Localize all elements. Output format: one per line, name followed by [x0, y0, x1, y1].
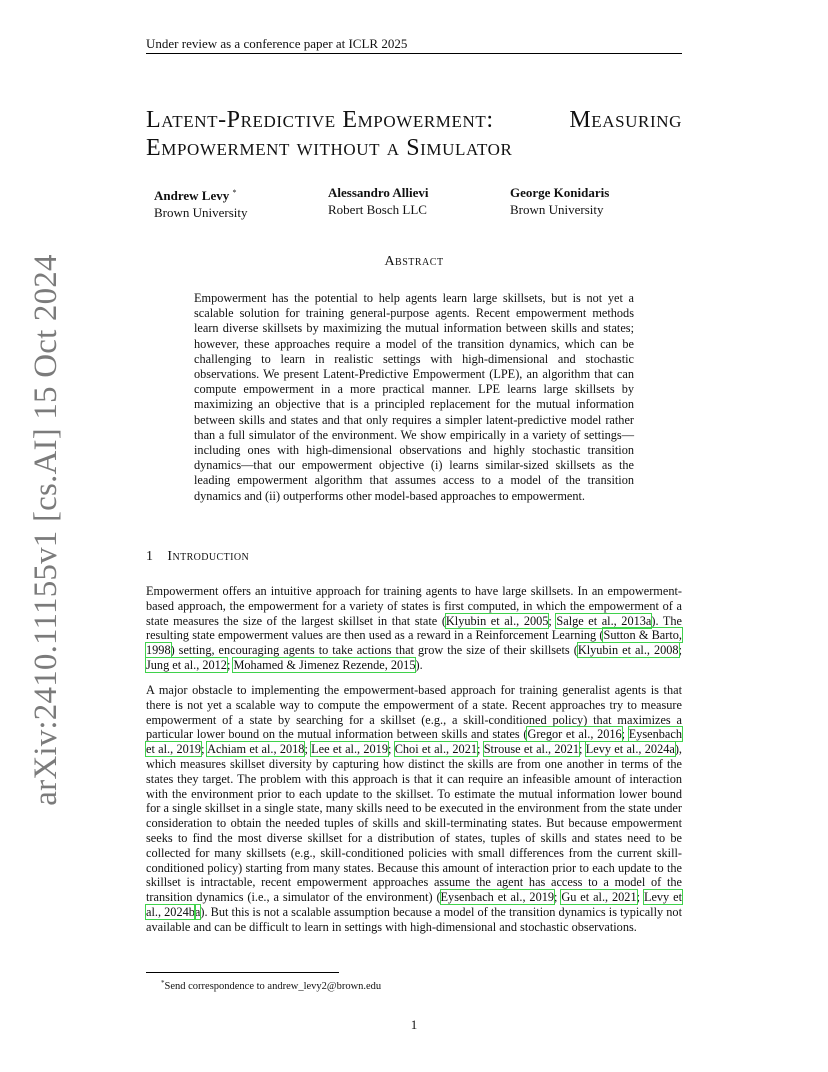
- header-rule: [146, 53, 682, 54]
- citation-link[interactable]: Choi et al., 2021: [394, 742, 477, 757]
- author-name: George Konidaris: [510, 185, 610, 200]
- citation-link[interactable]: Jung et al., 2012: [146, 657, 227, 672]
- paragraph-text: ;: [621, 727, 629, 742]
- citation-link[interactable]: Levy et al., 2024a: [585, 742, 675, 757]
- paragraph-text: ;: [678, 643, 682, 658]
- citation-link[interactable]: Strouse et al., 2021: [483, 742, 579, 757]
- title-line2: Empowerment without a Simulator: [146, 135, 513, 161]
- paragraph-text: ;: [579, 742, 586, 757]
- author-affiliation: Robert Bosch LLC: [328, 202, 427, 217]
- title-line1-right: Measuring: [569, 107, 682, 133]
- author-block: [510, 184, 609, 218]
- paragraph-text: ;: [548, 613, 557, 628]
- citation-link[interactable]: Levy et al., 2024b: [146, 890, 682, 919]
- section-heading: [146, 549, 249, 565]
- paragraph-text: ). But this is not a scalable assumption because a model of the transition dynamics is typically not available and can be difficult to learn in settings with high-dimensional and stochastic observations.: [146, 904, 682, 934]
- footnote-rule: [146, 972, 339, 973]
- abstract-heading: Abstract: [384, 254, 444, 269]
- footnote: [161, 977, 381, 993]
- citation-link[interactable]: Klyubin et al., 2005: [445, 613, 549, 628]
- paragraph-text: ;: [636, 890, 644, 905]
- citation-link[interactable]: a: [194, 904, 201, 919]
- page-number: 1: [410, 1017, 418, 1032]
- author-block: [328, 184, 429, 218]
- paragraph-text: ;: [226, 657, 234, 672]
- citation-link[interactable]: Gu et al., 2021: [561, 890, 637, 905]
- author-footnote-mark: *: [232, 188, 237, 197]
- paragraph-text: ;: [201, 742, 208, 757]
- paragraph-text: ;: [304, 742, 312, 757]
- paragraph-text: A major obstacle to implementing the empowerment-based approach for training generalist agents is that there is not yet a scalable way to compute the empowerment of a state. Recent approaches try to measure empowerment of a state by searching for a skillset (e.g., a skill-conditioned policy) that maximizes a particular lower bound on the mutual information between skills and states (: [146, 683, 682, 742]
- abstract-text: Empowerment has the potential to help agents learn large skillsets, but is not yet a scalable solution for training general-purpose agents. Recent empowerment methods learn diverse skillsets by maximizing the mutual information between skills and states; however, these approaches require a model of the transition dynamics, which can be challenging to learn in realistic settings with high-dimensional and stochastic observations. We present Latent-Predictive Empowerment (LPE), an algorithm that can compute empowerment in a more practical manner. LPE learns large skillsets by maximizing an objective that is a principled replacement for the mutual information between skills and states and that only requires a simpler latent-predictive model rather than a full simulator of the environment. We show empirically in a variety of settings— including ones with high-dimensional observations and highly stochastic transition dynamics—that our empowerment objective (i) learns similar-sized skillsets as the leading empowerment algorithm that assumes access to a model of the transition dynamics and (ii) outperforms other model-based approaches to empowerment.: [194, 291, 634, 503]
- intro-paragraph-1: [146, 584, 682, 673]
- author-affiliation: Brown University: [154, 205, 248, 220]
- running-header: Under review as a conference paper at ICLR 2025: [146, 36, 408, 51]
- paragraph-text: ) setting, encouraging agents to take actions that grow the size of their skillsets (: [170, 643, 578, 658]
- citation-link[interactable]: Salge et al., 2013a: [556, 613, 652, 628]
- author-block: [154, 184, 248, 221]
- citation-link[interactable]: Klyubin et al., 2008: [577, 643, 679, 658]
- footnote-text: Send correspondence to andrew_levy2@brown.edu: [164, 981, 382, 992]
- paragraph-text: ;: [554, 890, 562, 905]
- paragraph-text: ;: [387, 742, 395, 757]
- citation-link[interactable]: Mohamed & Jimenez Rezende, 2015: [233, 657, 416, 672]
- citation-link[interactable]: Lee et al., 2019: [311, 742, 388, 757]
- paragraph-text: ), which measures skillset diversity by capturing how distinct the skills are from one another in terms of the states they target. The problem with this approach is that it can require an infeasible amount of interaction with the environment prior to each update to the skillset. To estimate the mutual information lower bound for a single skillset in a single state, many skills need to be executed in the environment from the state under consideration to obtain the needed tuples of skills and skill-terminating states. But because empowerment seeks to find the most diverse skillset for a distribution of states, tuples of skills and states need to be collected for many skillsets (e.g., skill-conditioned policies with small differences from the current skill-conditioned policy) starting from many states. Because this amount of interaction prior to each update to the skillset is intractable, recent empowerment approaches assume the agent has access to a model of the transition dynamics (i.e., a simulator of the environment) (: [146, 742, 682, 905]
- paper-title: [146, 106, 686, 162]
- author-name: Alessandro Allievi: [328, 185, 429, 200]
- section-number: 1: [146, 549, 154, 564]
- paragraph-text: Empowerment offers an intuitive approach for training agents to have large skillsets. In an empowerment-based approach, the empowerment for a variety of states is first computed, in which the empowerment of a state measures the size of the largest skillset in that state (: [146, 584, 682, 628]
- paragraph-text: ).: [415, 657, 423, 672]
- arxiv-id: arXiv:2410.11155v1 [cs.AI] 15 Oct 2024: [28, 254, 64, 806]
- footnote-mark: *: [161, 979, 165, 987]
- citation-link[interactable]: Gregor et al., 2016: [527, 727, 622, 742]
- author-affiliation: Brown University: [510, 202, 604, 217]
- section-title: Introduction: [167, 549, 250, 564]
- citation-link[interactable]: Eysenbach et al., 2019: [440, 890, 555, 905]
- paragraph-text: ). The resulting state empowerment values are then used as a reward in a Reinforcement Learning (: [146, 613, 683, 643]
- citation-link[interactable]: Sutton & Barto, 1998: [146, 628, 682, 658]
- citation-link[interactable]: Eysenbach et al., 2019: [146, 727, 682, 757]
- citation-link[interactable]: Achiam et al., 2018: [207, 742, 305, 757]
- paragraph-text: ;: [477, 742, 484, 757]
- author-name: Andrew Levy: [154, 188, 230, 203]
- intro-paragraph-2: [146, 683, 682, 935]
- title-line1-left: Latent-Predictive Empowerment:: [146, 107, 494, 133]
